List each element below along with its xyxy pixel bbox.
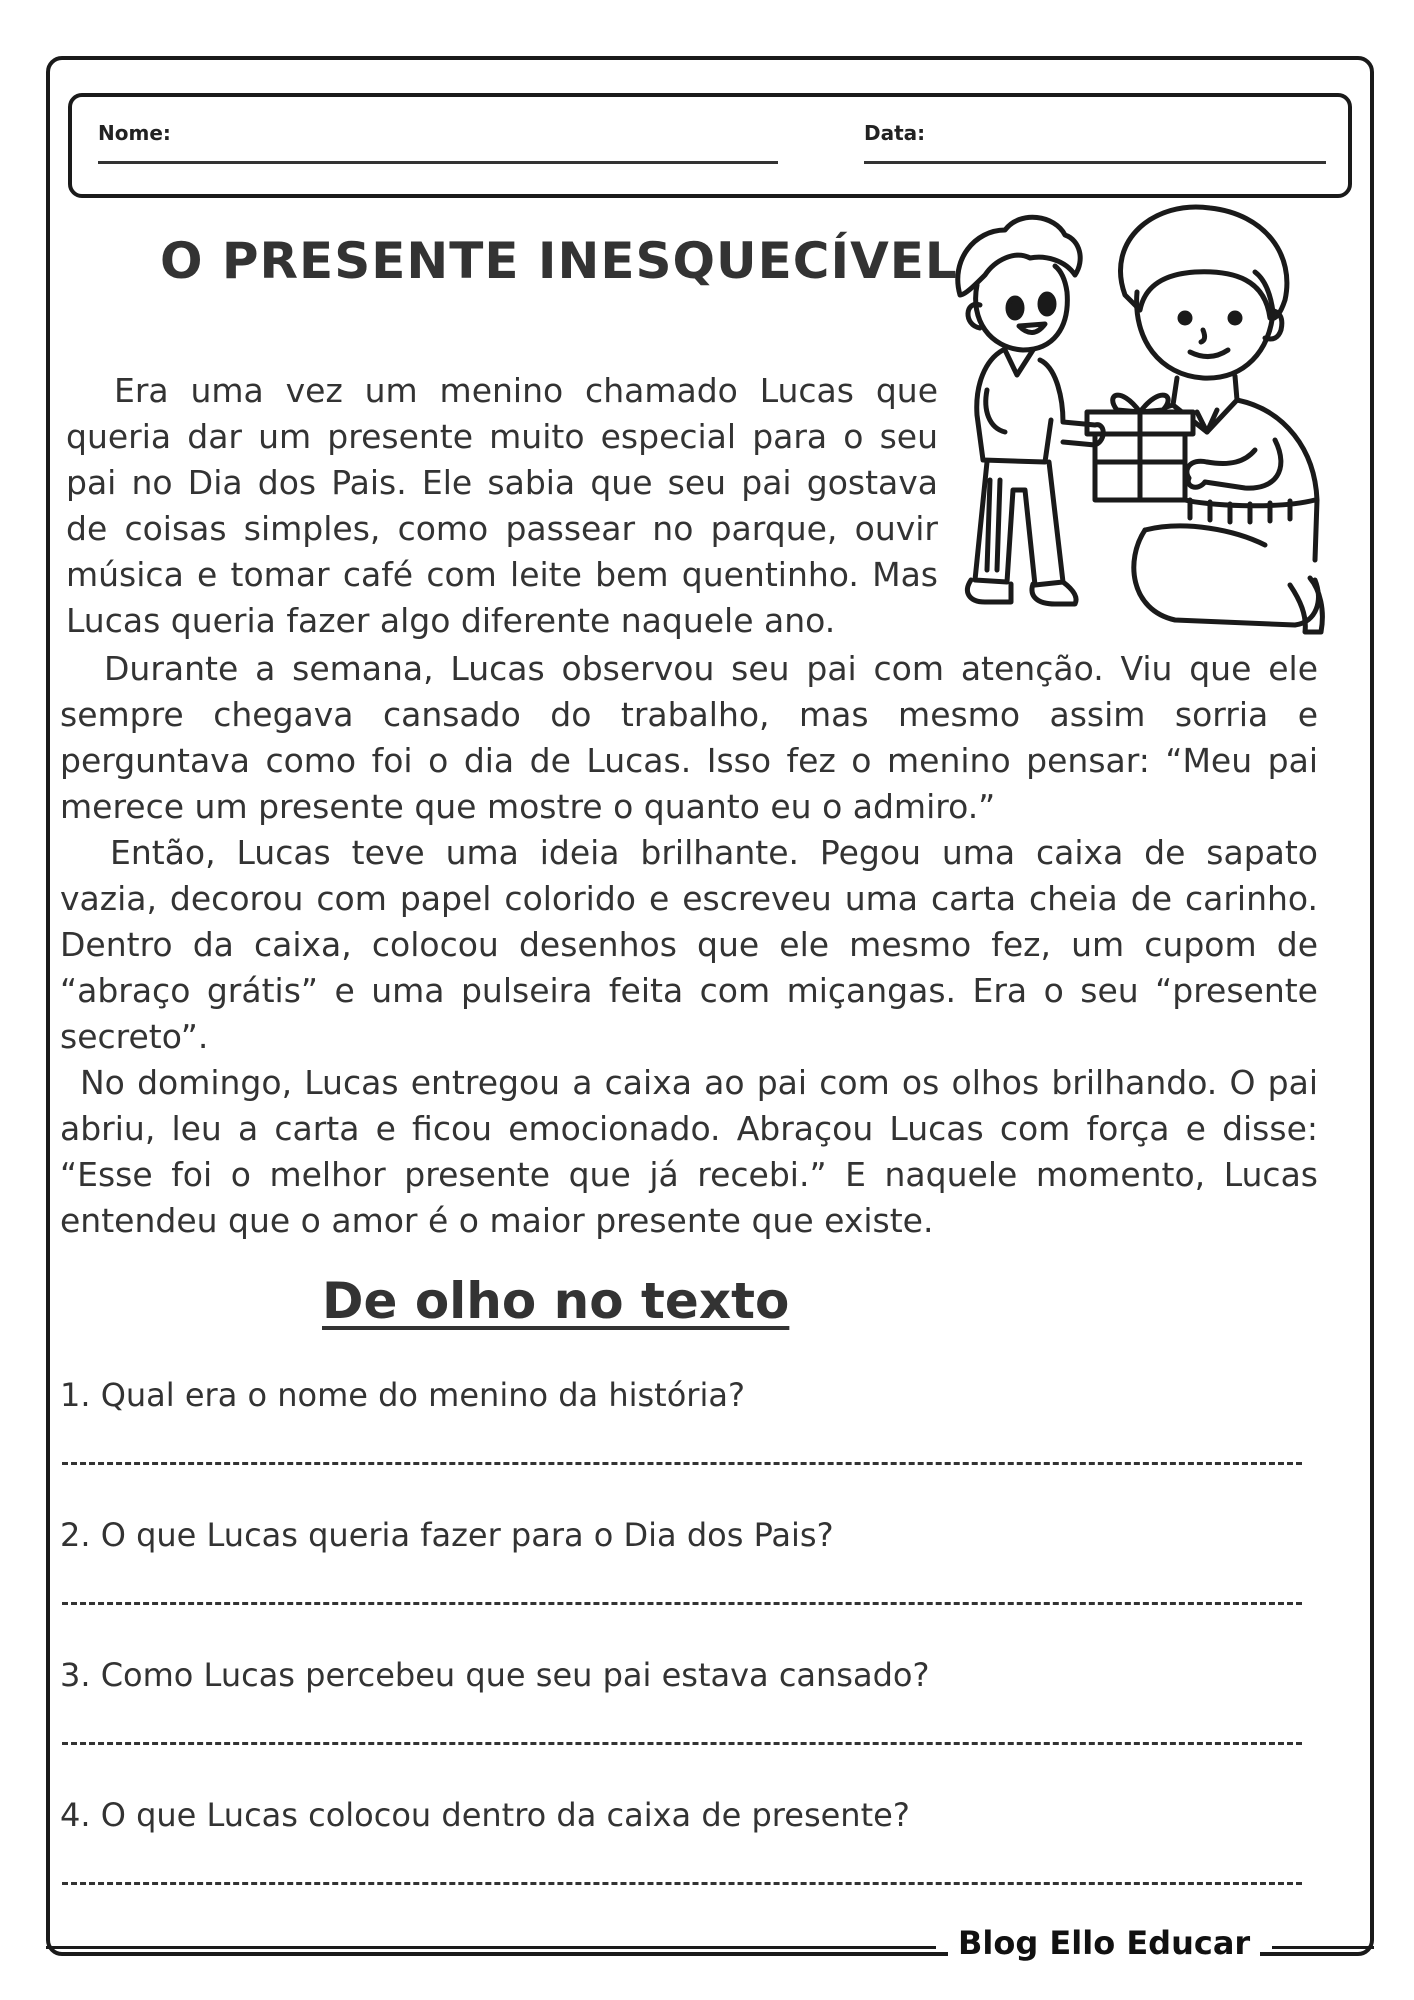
footer-rule-right: [1272, 1946, 1374, 1949]
question-4: 4. O que Lucas colocou dentro da caixa de presente?: [60, 1796, 910, 1834]
story-paragraph: Então, Lucas teve uma ideia brilhante. Pegou uma caixa de sapato vazia, decorou com papel colorido e escreveu uma carta cheia de carinho. Dentro da caixa, colocou desenhos que ele mesmo fez, um cupom de “abraço grátis” e uma pulseira feita com miçangas. Era o seu “presente secreto”.: [60, 833, 1318, 1056]
answer-line-2[interactable]: [62, 1602, 1302, 1605]
exercise-heading: De olho no texto: [322, 1272, 790, 1330]
story-paragraph: Era uma vez um menino chamado Lucas que queria dar um presente muito especial para o seu pai no Dia dos Pais. Ele sabia que seu pai gostava de coisas simples, como passear no parque, ouvir música e tomar café com leite bem quentinho. Mas Lucas queria fazer algo diferente naquele ano.: [66, 371, 938, 640]
answer-line-1[interactable]: [62, 1462, 1302, 1465]
student-header: [68, 93, 1352, 198]
answer-line-4[interactable]: [62, 1882, 1302, 1885]
date-label: Data:: [864, 121, 926, 145]
story-title: O PRESENTE INESQUECÍVEL: [160, 232, 958, 290]
story-paragraph: Durante a semana, Lucas observou seu pai com atenção. Viu que ele sempre chegava cansado do trabalho, mas mesmo assim sorria e perguntava como foi o dia de Lucas. Isso fez o menino pensar: “Meu pai merece um presente que mostre o quanto eu o admiro.”: [60, 649, 1318, 826]
brand-label: Blog Ello Educar: [948, 1924, 1260, 1962]
question-3: 3. Como Lucas percebeu que seu pai estava cansado?: [60, 1656, 930, 1694]
name-field[interactable]: [98, 161, 778, 164]
story-paragraph: No domingo, Lucas entregou a caixa ao pai com os olhos brilhando. O pai abriu, leu a carta e ficou emocionado. Abraçou Lucas com força e disse: “Esse foi o melhor presente que já recebi.” E naquele momento, Lucas entendeu que o amor é o maior presente que existe.: [60, 1063, 1318, 1240]
date-field[interactable]: [864, 161, 1326, 164]
question-2: 2. O que Lucas queria fazer para o Dia dos Pais?: [60, 1516, 834, 1554]
footer-rule-left: [46, 1946, 936, 1949]
father-son-gift-illustration: [945, 200, 1325, 640]
answer-line-3[interactable]: [62, 1742, 1302, 1745]
name-label: Nome:: [98, 121, 171, 145]
question-1: 1. Qual era o nome do menino da história?: [60, 1376, 745, 1414]
